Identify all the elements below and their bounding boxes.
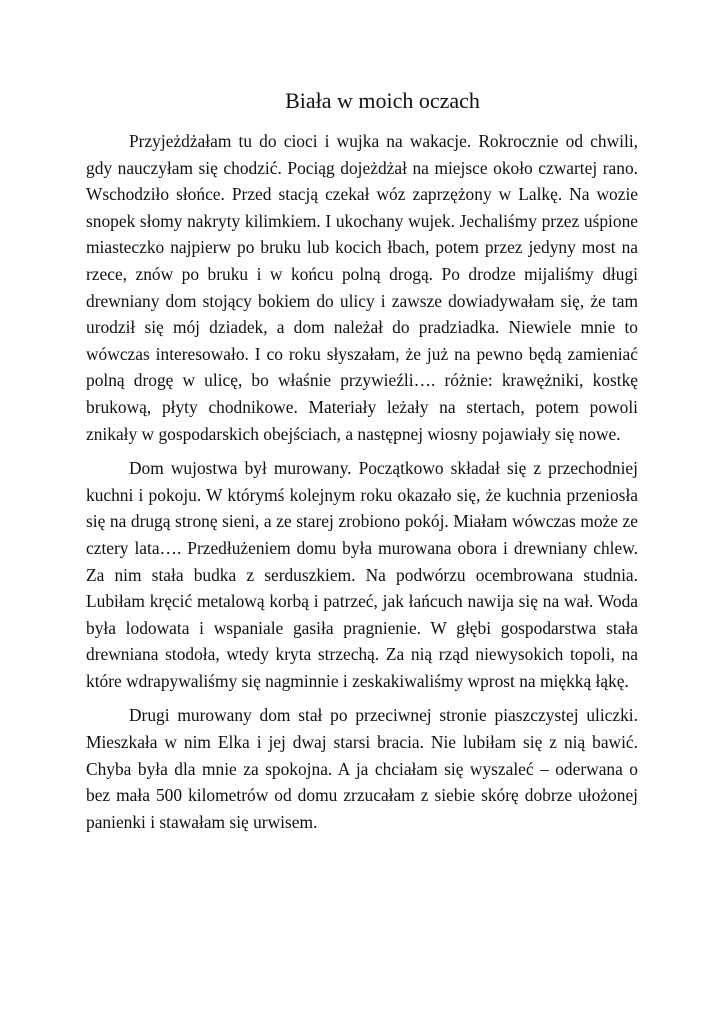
paragraph-1: Przyjeżdżałam tu do cioci i wujka na wakacje. Rokrocznie od chwili, gdy nauczyłam się chodzić. Pociąg dojeżdżał na miejsce około czwartej rano. Wschodziło słońce. Przed stacją czekał wóz zaprzężony w Lalkę. Na wozie snopek słomy nakryty kilimkiem. I ukochany wujek. Jechaliśmy przez uśpione miasteczko najpierw po bruku lub kocich łbach, potem przez jedyny most na rzece, znów po bruku i w końcu polną drogą. Po drodze mijaliśmy długi drewniany dom stojący bokiem do ulicy i zawsze dowiadywałam się, że tam urodził się mój dziadek, a dom należał do pradziadka. Niewiele mnie to wówczas interesowało. I co roku słyszałam, że już na pewno będą zamieniać polną drogę w ulicę, bo właśnie przywieźli…. różnie: krawężniki, kostkę brukową, płyty chodnikowe. Materiały leżały na stertach, potem powoli znikały w gospodarskich obejściach, a następnej wiosny pojawiały się nowe. [86, 131, 638, 444]
document-body [86, 128, 638, 843]
paragraph-3: Drugi murowany dom stał po przeciwnej stronie piaszczystej uliczki. Mieszkała w nim Elka i jej dwaj starsi bracia. Nie lubiłam się z nią bawić. Chyba była dla mnie za spokojna. A ja chciałam się wyszaleć – oderwana o bez mała 500 kilometrów od domu zrzucałam z siebie skórę dobrze ułożonej panienki i stawałam się urwisem. [86, 705, 638, 832]
document-title: Biała w moich oczach [285, 88, 480, 113]
paragraph-2: Dom wujostwa był murowany. Początkowo składał się z przechodniej kuchni i pokoju. W którymś kolejnym roku okazało się, że kuchnia przeniosła się na drugą stronę sieni, a ze starej zrobiono pokój. Miałam wówczas może ze cztery lata…. Przedłużeniem domu była murowana obora i drewniany chlew. Za nim stała budka z serduszkiem. Na podwórzu ocembrowana studnia. Lubiłam kręcić metalową korbą i patrzeć, jak łańcuch nawija się na wał. Woda była lodowata i wspaniale gasiła pragnienie. W głębi gospodarstwa stała drewniana stodoła, wtedy kryta strzechą. Za nią rząd niewysokich topoli, na które wdrapywaliśmy się nagminnie i zeskakiwaliśmy wprost na miękką łąkę. [86, 458, 638, 691]
